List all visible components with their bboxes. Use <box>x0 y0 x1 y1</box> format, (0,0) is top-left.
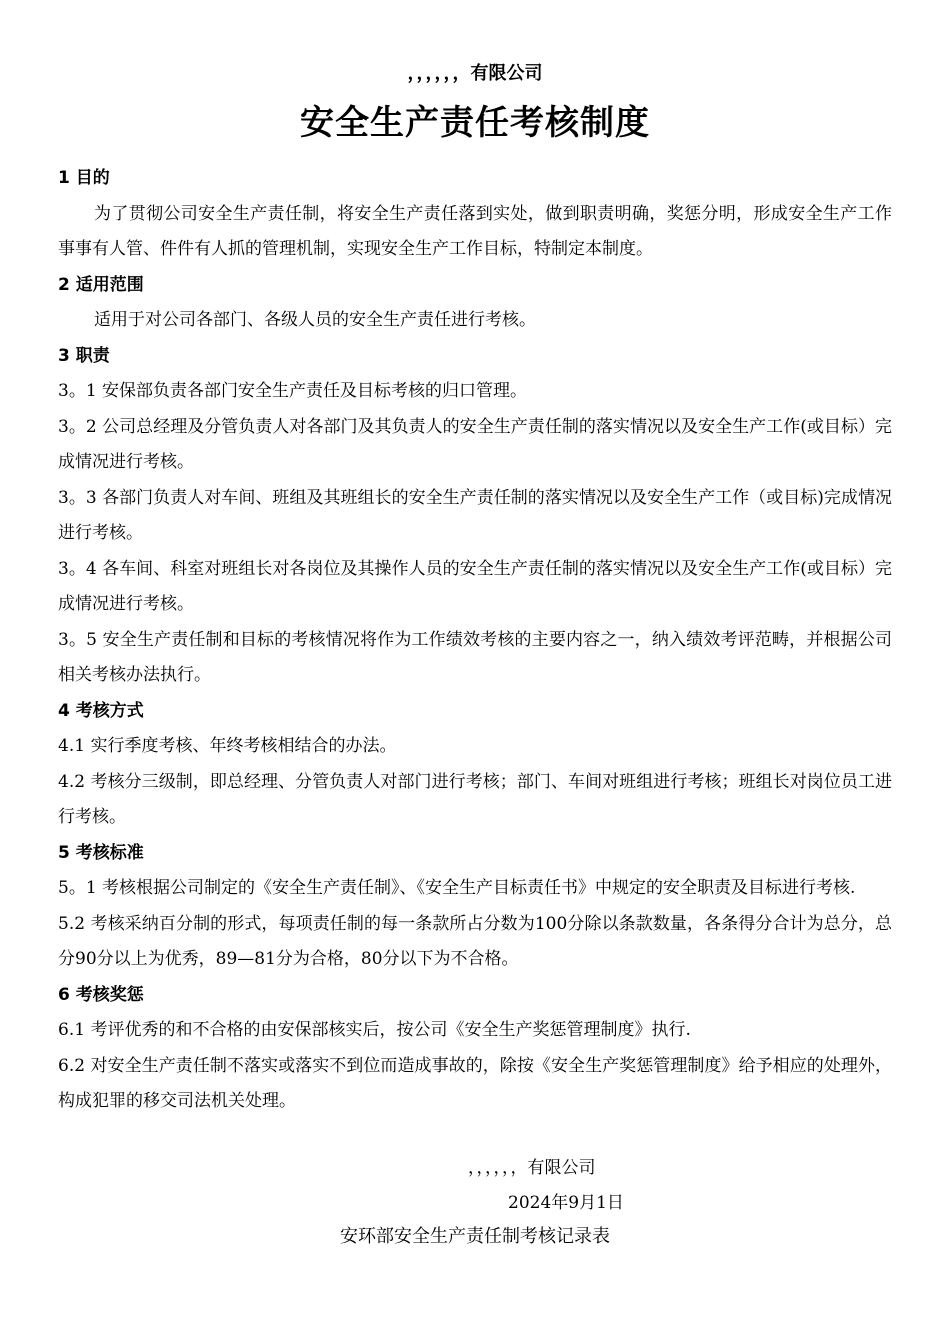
section-5-heading: 5 考核标准 <box>58 842 144 863</box>
section-2-paragraph: 适用于对公司各部门、各级人员的安全生产责任进行考核。 <box>94 310 536 330</box>
company-name: ，，，，，，有限公司 <box>407 63 543 84</box>
section-1-paragraph: 为了贯彻公司安全生产责任制，将安全生产责任落到实处，做到职责明确，奖惩分明，形成安全生产工作事事有人管、件件有人抓的管理机制，实现安全生产工作目标，特制定本制度。 <box>58 203 892 259</box>
section-3-item-4: 3。4 各车间、科室对班组长对各岗位及其操作人员的安全生产责任制的落实情况以及安全生产工作(或目标）完成情况进行考核。 <box>58 558 892 614</box>
document-title: 安全生产责任考核制度 <box>300 103 650 143</box>
section-3-item-3: 3。3 各部门负责人对车间、班组及其班组长的安全生产责任制的落实情况以及安全生产工作（或目标)完成情况进行考核。 <box>58 487 892 543</box>
section-6-item-1: 6.1 考评优秀的和不合格的由安保部核实后，按公司《安全生产奖惩管理制度》执行. <box>58 1020 691 1040</box>
section-5-item-1: 5。1 考核根据公司制定的《安全生产责任制》、《安全生产目标责任书》中规定的安全职责及目标进行考核. <box>58 878 856 898</box>
document-body <box>58 161 892 1120</box>
section-4-item-1: 4.1 实行季度考核、年终考核相结合的办法。 <box>58 736 397 756</box>
section-6-heading: 6 考核奖惩 <box>58 984 144 1005</box>
section-6-item-2: 6.2 对安全生产责任制不落实或落实不到位而造成事故的，除按《安全生产奖惩管理制度》给予相应的处理外，构成犯罪的移交司法机关处理。 <box>58 1055 892 1111</box>
signature-company: ，，，，，，有限公司 <box>468 1158 596 1178</box>
section-3-item-2: 3。2 公司总经理及分管负责人对各部门及其负责人的安全生产责任制的落实情况以及安全生产工作(或目标）完成情况进行考核。 <box>58 416 892 472</box>
section-3-item-1: 3。1 安保部负责各部门安全生产责任及目标考核的归口管理。 <box>58 381 528 401</box>
section-3-heading: 3 职责 <box>58 345 110 366</box>
section-2-heading: 2 适用范围 <box>58 274 144 295</box>
section-5-item-2: 5.2 考核采纳百分制的形式，每项责任制的每一条款所占分数为100分除以条款数量，各条得分合计为总分，总分90分以上为优秀，89—81分为合格，80分以下为不合格。 <box>58 913 892 969</box>
next-table-title: 安环部安全生产责任制考核记录表 <box>340 1226 610 1247</box>
section-4-item-2: 4.2 考核分三级制，即总经理、分管负责人对部门进行考核；部门、车间对班组进行考核；班组长对岗位员工进行考核。 <box>58 771 892 827</box>
section-3-item-5: 3。5 安全生产责任制和目标的考核情况将作为工作绩效考核的主要内容之一，纳入绩效考评范畴，并根据公司相关考核办法执行。 <box>58 629 892 685</box>
signature-date: 2024年9月1日 <box>508 1193 624 1213</box>
section-4-heading: 4 考核方式 <box>58 700 144 721</box>
section-1-heading: 1 目的 <box>58 168 110 188</box>
